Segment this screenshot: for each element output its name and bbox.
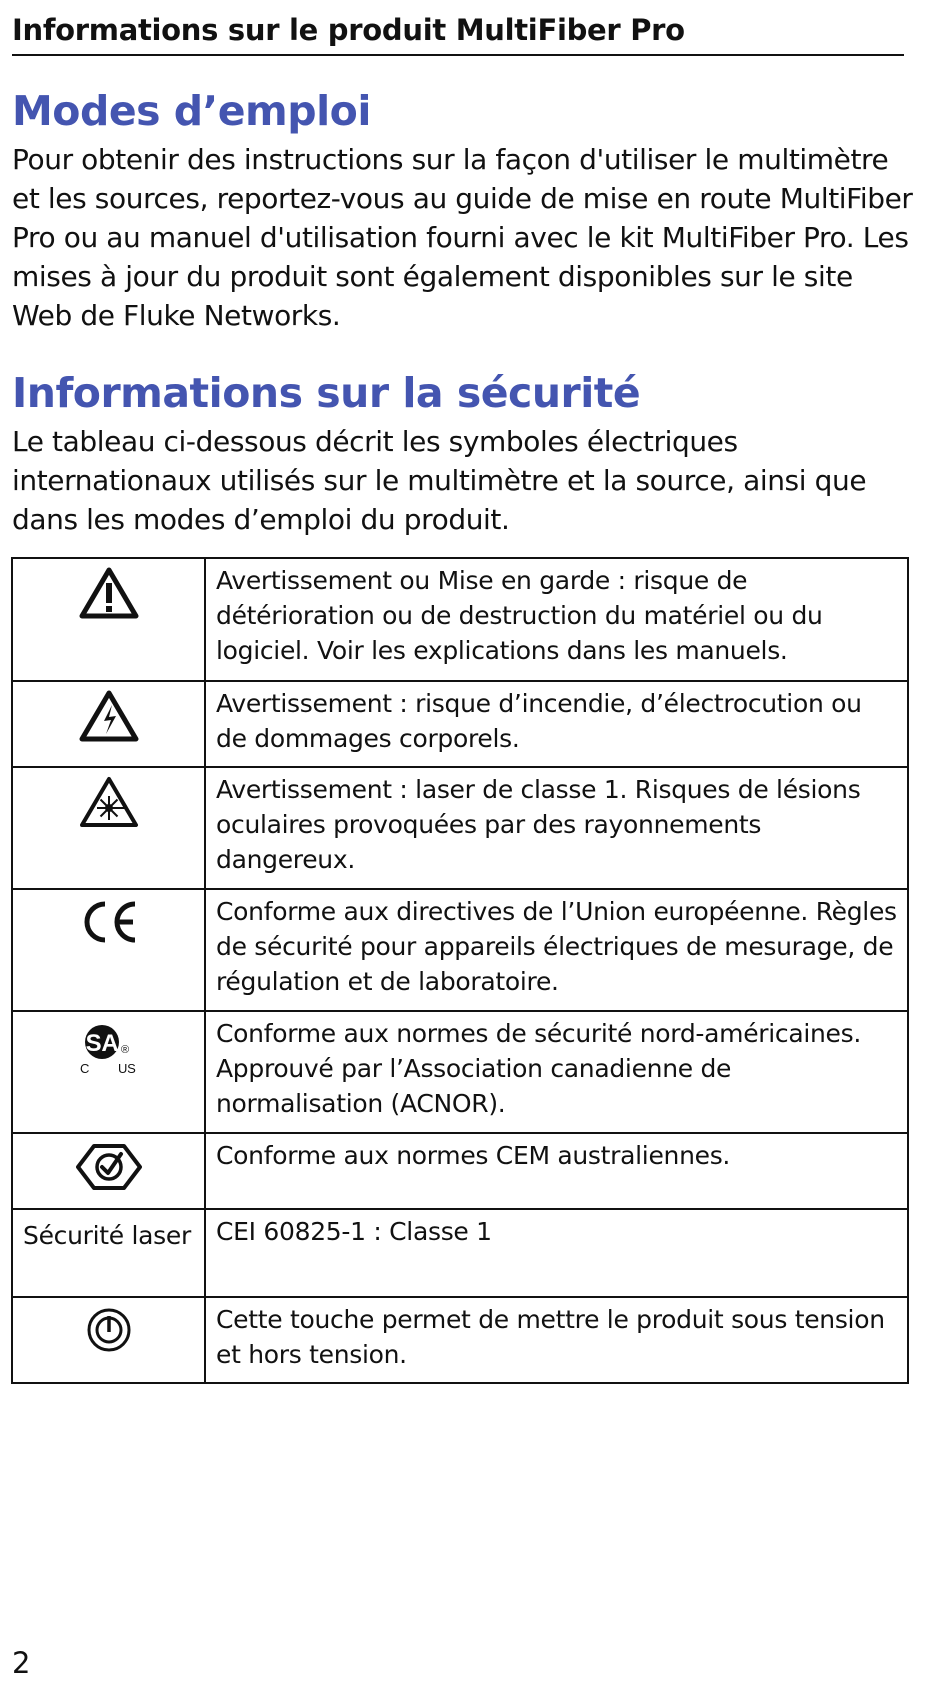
- table-row: [12, 1011, 908, 1133]
- table-row: [12, 681, 908, 767]
- description-cell: Cette touche permet de mettre le produit sous tension et hors tension.: [205, 1297, 908, 1383]
- description-cell: Avertissement ou Mise en garde : risque de détérioration ou de destruction du matériel ou du logiciel. Voir les explications dans les manuels.: [205, 558, 908, 681]
- running-header: Informations sur le produit MultiFiber Pro: [12, 10, 904, 56]
- table-row: [12, 767, 908, 889]
- svg-text:C: C: [79, 1061, 89, 1076]
- description-cell: CEI 60825-1 : Classe 1: [205, 1209, 908, 1297]
- power-button-icon: [85, 1306, 133, 1354]
- table-row: [12, 1209, 908, 1297]
- modes-paragraph: Pour obtenir des instructions sur la façon d'utiliser le multimètre et les sources, reportez-vous au guide de mise en route MultiFiber Pro ou au manuel d'utilisation fourni avec le kit MultiFiber Pro. Les mises à jour du produit sont également disponibles sur le site Web de Fluke Networks.: [12, 143, 913, 332]
- symbol-label-cell: Sécurité laser: [12, 1209, 205, 1297]
- symbol-cell: [12, 1011, 205, 1133]
- csa-mark-icon: [72, 1020, 146, 1076]
- description-cell: Conforme aux normes CEM australiennes.: [205, 1133, 908, 1209]
- description-cell: Avertissement : laser de classe 1. Risques de lésions oculaires provoquées par des rayonnements dangereux.: [205, 767, 908, 889]
- table-row: [12, 889, 908, 1011]
- symbol-cell: [12, 767, 205, 889]
- svg-text:US: US: [117, 1061, 135, 1076]
- section-heading-modes: Modes d’emploi: [12, 87, 371, 135]
- table-row: [12, 1297, 908, 1383]
- symbol-cell: [12, 889, 205, 1011]
- svg-text:SA: SA: [85, 1030, 118, 1057]
- rcm-mark-icon: [74, 1142, 144, 1192]
- electrical-hazard-icon: [79, 690, 139, 742]
- table-row: [12, 1133, 908, 1209]
- page-number: 2: [12, 1646, 31, 1680]
- safety-paragraph: Le tableau ci-dessous décrit les symboles électriques internationaux utilisés sur le multimètre et la source, ainsi que dans les modes d’emploi du produit.: [12, 425, 867, 536]
- description-cell: Conforme aux directives de l’Union européenne. Règles de sécurité pour appareils électriques de mesurage, de régulation et de laboratoire.: [205, 889, 908, 1011]
- symbol-cell: [12, 1133, 205, 1209]
- ce-mark-icon: [77, 898, 141, 946]
- warning-exclamation-icon: [79, 567, 139, 619]
- description-cell: Avertissement : risque d’incendie, d’électrocution ou de dommages corporels.: [205, 681, 908, 767]
- table-row: [12, 558, 908, 681]
- safety-symbols-table: [11, 557, 909, 1384]
- symbol-cell: [12, 681, 205, 767]
- description-cell: Conforme aux normes de sécurité nord-américaines. Approuvé par l’Association canadienne de normalisation (ACNOR).: [205, 1011, 908, 1133]
- laser-warning-icon: [79, 776, 139, 828]
- symbol-cell: [12, 1297, 205, 1383]
- svg-text:®: ®: [120, 1044, 129, 1056]
- symbol-cell: [12, 558, 205, 681]
- section-heading-safety: Informations sur la sécurité: [12, 369, 641, 417]
